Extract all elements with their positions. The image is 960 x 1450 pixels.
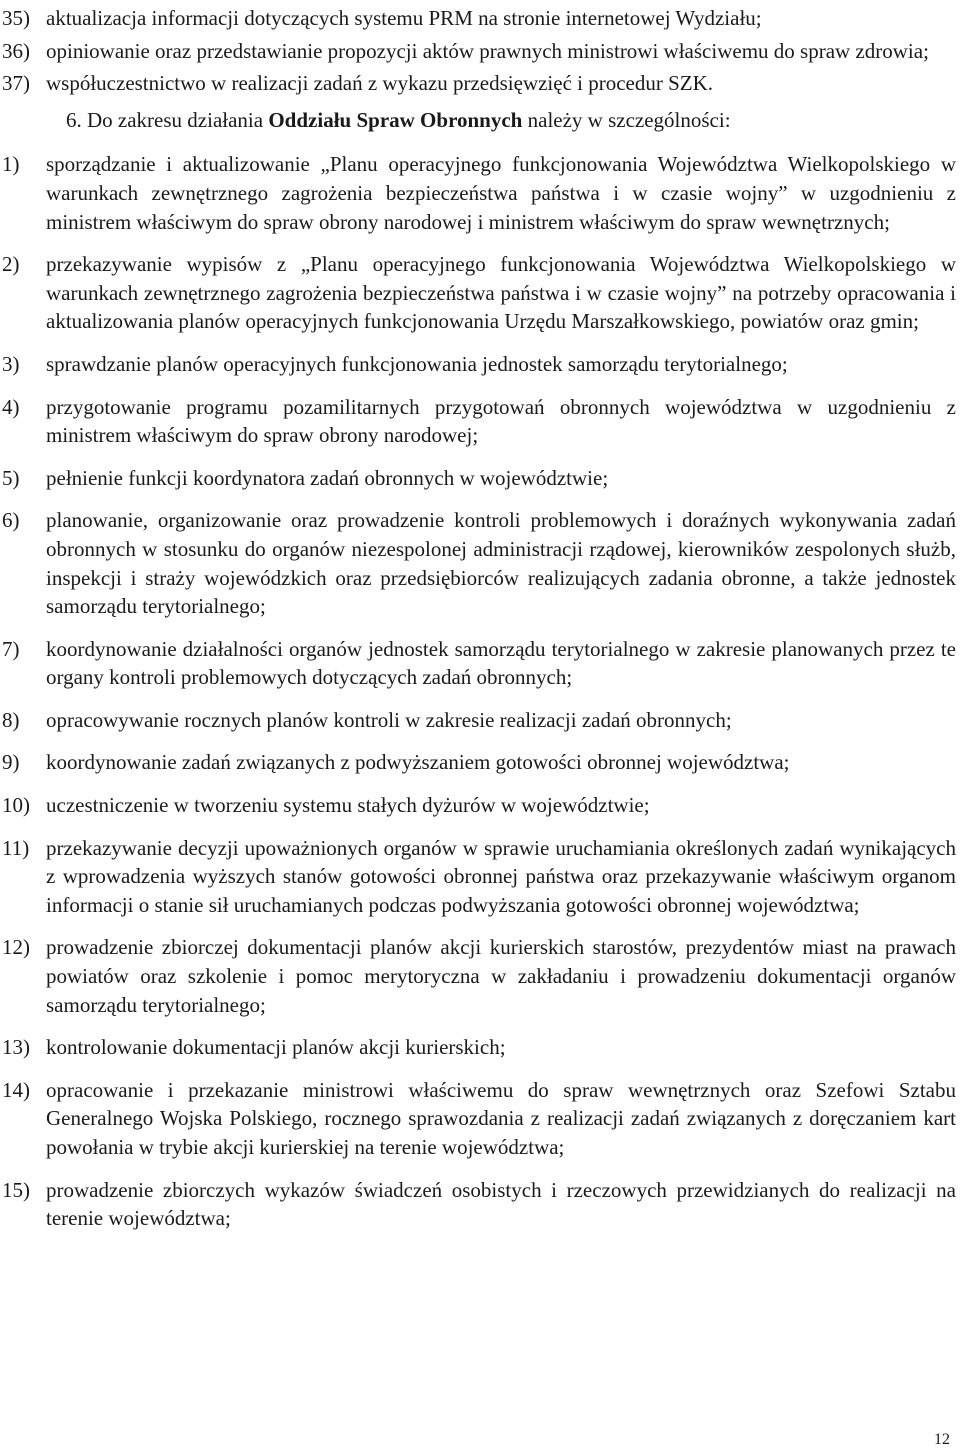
item-text: przekazywanie decyzji upoważnionych organów w sprawie uruchamiania określonych zadań wynikających z wprowadzenia wyższych stanów gotowości obronnej państwa oraz przekazywanie właściwym organom informacji o stanie sił uruchamianych podczas podwyższania gotowości obronnej województwa; — [46, 835, 956, 917]
section-heading — [2, 106, 956, 135]
list-item — [2, 393, 956, 450]
list-item — [2, 69, 956, 98]
item-text: prowadzenie zbiorczych wykazów świadczeń osobistych i rzeczowych przewidzianych do realizacji na terenie województwa; — [46, 1177, 956, 1231]
item-number: 35) — [2, 6, 30, 30]
item-number: 8) — [2, 707, 20, 732]
item-text: przygotowanie programu pozamilitarnych przygotowań obronnych województwa w uzgodnieniu z ministrem właściwym do spraw obrony narodowej; — [46, 394, 956, 448]
list-item — [2, 250, 956, 336]
list-item — [2, 834, 956, 920]
item-number: 4) — [2, 394, 20, 419]
list-item — [2, 1033, 956, 1062]
list-item — [2, 350, 956, 379]
list-item — [2, 1176, 956, 1233]
section-tail: należy w szczególności: — [527, 107, 731, 132]
item-number: 9) — [2, 750, 20, 775]
item-number: 7) — [2, 636, 20, 661]
item-number: 5) — [2, 465, 20, 490]
list-item — [2, 933, 956, 1019]
item-number: 11) — [2, 835, 30, 860]
item-number: 6) — [2, 508, 20, 533]
item-text: opracowanie i przekazanie ministrowi właściwemu do spraw wewnętrznych oraz Szefowi Sztabu Generalnego Wojska Polskiego, rocznego sprawozdania z realizacji zadań związanych z doręczaniem kart powołania w trybie akcji kurierskiej na terenie województwa; — [46, 1077, 956, 1159]
item-number: 10) — [2, 793, 30, 818]
item-text: pełnienie funkcji koordynatora zadań obronnych w województwie; — [46, 465, 609, 490]
item-text: opiniowanie oraz przedstawianie propozycji aktów prawnych ministrowi właściwemu do spraw zdrowia; — [46, 38, 929, 63]
item-text: współuczestnictwo w realizacji zadań z wykazu przedsięwzięć i procedur SZK. — [46, 71, 714, 96]
item-number: 37) — [2, 71, 30, 96]
list-item — [2, 1076, 956, 1162]
item-number: 15) — [2, 1177, 30, 1202]
item-number: 12) — [2, 935, 30, 960]
item-text: kontrolowanie dokumentacji planów akcji kurierskich; — [46, 1035, 506, 1060]
list-item — [2, 37, 956, 66]
section-name: Oddziału Spraw Obronnych — [268, 107, 523, 132]
item-text: koordynowanie działalności organów jednostek samorządu terytorialnego w zakresie planowanych przez te organy kontroli problemowych dotyczących zadań obronnych; — [46, 636, 956, 690]
list-item — [2, 464, 956, 493]
item-number: 2) — [2, 252, 20, 277]
list-item — [2, 4, 956, 33]
item-text: sprawdzanie planów operacyjnych funkcjonowania jednostek samorządu terytorialnego; — [46, 351, 788, 376]
item-text: sporządzanie i aktualizowanie „Planu operacyjnego funkcjonowania Województwa Wielkopolskiego w warunkach zewnętrznego zagrożenia bezpieczeństwa państwa i w czasie wojny” w uzgodnieniu z ministrem właściwym do spraw obrony narodowej i ministrem właściwym do spraw wewnętrznych; — [46, 152, 956, 234]
section-lead: Do zakresu działania — [87, 107, 264, 132]
item-number: 36) — [2, 38, 30, 63]
item-text: aktualizacja informacji dotyczących systemu PRM na stronie internetowej Wydziału; — [46, 6, 762, 30]
item-number: 14) — [2, 1077, 30, 1102]
item-number: 3) — [2, 351, 20, 376]
item-number: 13) — [2, 1035, 30, 1060]
list-item — [2, 706, 956, 735]
list-item — [2, 791, 956, 820]
document-body — [2, 4, 956, 1233]
list-item — [2, 748, 956, 777]
item-text: opracowywanie rocznych planów kontroli w zakresie realizacji zadań obronnych; — [46, 707, 732, 732]
item-text: planowanie, organizowanie oraz prowadzenie kontroli problemowych i doraźnych wykonywania zadań obronnych w stosunku do organów niezespolonej administracji rządowej, kierowników zespolonych służb, inspekcji i straży wojewódzkich oraz przedsiębiorców realizujących zadania obronne, a także jednostek samorządu terytorialnego; — [46, 508, 956, 619]
section-number: 6. — [66, 107, 82, 132]
list-item — [2, 635, 956, 692]
item-text: uczestniczenie w tworzeniu systemu stałych dyżurów w województwie; — [46, 793, 650, 818]
list-item — [2, 150, 956, 236]
item-number: 1) — [2, 152, 20, 177]
item-text: koordynowanie zadań związanych z podwyższaniem gotowości obronnej województwa; — [46, 750, 790, 775]
list-item — [2, 506, 956, 620]
item-text: prowadzenie zbiorczej dokumentacji planów akcji kurierskich starostów, prezydentów miast na prawach powiatów oraz szkolenie i pomoc merytoryczna w zakładaniu i prowadzeniu dokumentacji organów samorządu terytorialnego; — [46, 935, 956, 1017]
item-text: przekazywanie wypisów z „Planu operacyjnego funkcjonowania Województwa Wielkopolskiego w warunkach zewnętrznego zagrożenia bezpieczeństwa państwa i w czasie wojny” na potrzeby opracowania i aktualizowania planów operacyjnych funkcjonowania Urzędu Marszałkowskiego, powiatów oraz gmin; — [46, 252, 956, 334]
page-number: 12 — [934, 1431, 950, 1448]
